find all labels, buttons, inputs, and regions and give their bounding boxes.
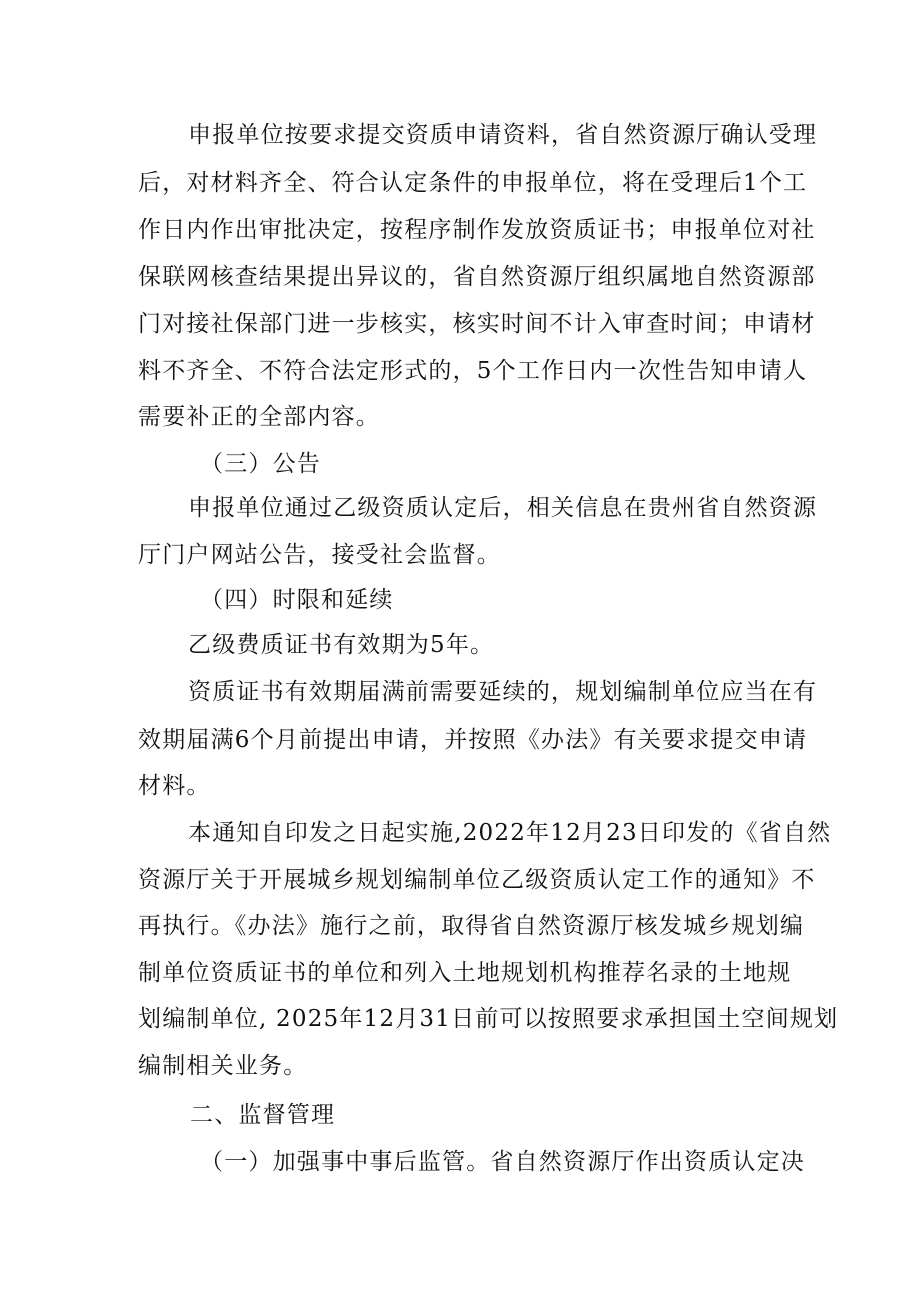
paragraph-line: 资源厅关于开展城乡规划编制单位乙级资质认定工作的通知》不 <box>138 867 816 893</box>
paragraph-line: 效期届满6个月前提出申请，并按照《办法》有关要求提交申请 <box>138 727 808 753</box>
section-heading: （三）公告 <box>200 451 321 477</box>
paragraph-line: 制单位资质证书的单位和列入土地规划机构推荐名录的土地规 <box>138 960 792 986</box>
paragraph-line: 资质证书有效期届满前需要延续的，规划编制单位应当在有 <box>188 679 818 705</box>
paragraph-line: 申报单位通过乙级资质认定后，相关信息在贵州省自然资源 <box>188 495 818 521</box>
paragraph-line: （一）加强事中事后监管。省自然资源厅作出资质认定决 <box>200 1149 805 1175</box>
paragraph-line: 门对接社保部门进一步核实，核实时间不计入审查时间；申请材 <box>138 311 816 337</box>
paragraph-line: 保联网核查结果提出异议的，省自然资源厅组织属地自然资源部 <box>138 264 816 290</box>
paragraph-line: 作日内作出审批决定，按程序制作发放资质证书；申报单位对社 <box>138 217 816 243</box>
section-heading: （四）时限和延续 <box>200 587 394 613</box>
paragraph-line: 后，对材料齐全、符合认定条件的申报单位，将在受理后1个工 <box>138 170 808 196</box>
paragraph-line: 材料。 <box>138 773 211 799</box>
paragraph-line: 料不齐全、不符合法定形式的，5个工作日内一次性告知申请人 <box>138 358 808 384</box>
paragraph-line: 厅门户网站公告，接受社会监督。 <box>138 542 501 568</box>
paragraph-line: 再执行。《办法》施行之前，取得省自然资源厅核发城乡规划编 <box>138 913 805 939</box>
paragraph-line: 需要补正的全部内容。 <box>138 404 380 430</box>
paragraph-line: 申报单位按要求提交资质申请资料，省自然资源厅确认受理 <box>188 122 818 148</box>
paragraph-line: 乙级费质证书有效期为5年。 <box>188 632 495 658</box>
paragraph-line: 编制相关业务。 <box>138 1053 308 1079</box>
paragraph-line: 划编制单位, 2025年12月31日前可以按照要求承担国土空间规划 <box>138 1006 839 1032</box>
section-heading: 二、监督管理 <box>190 1102 336 1128</box>
paragraph-line: 本通知自印发之日起实施,2022年12月23日印发的《省自然 <box>188 820 832 846</box>
